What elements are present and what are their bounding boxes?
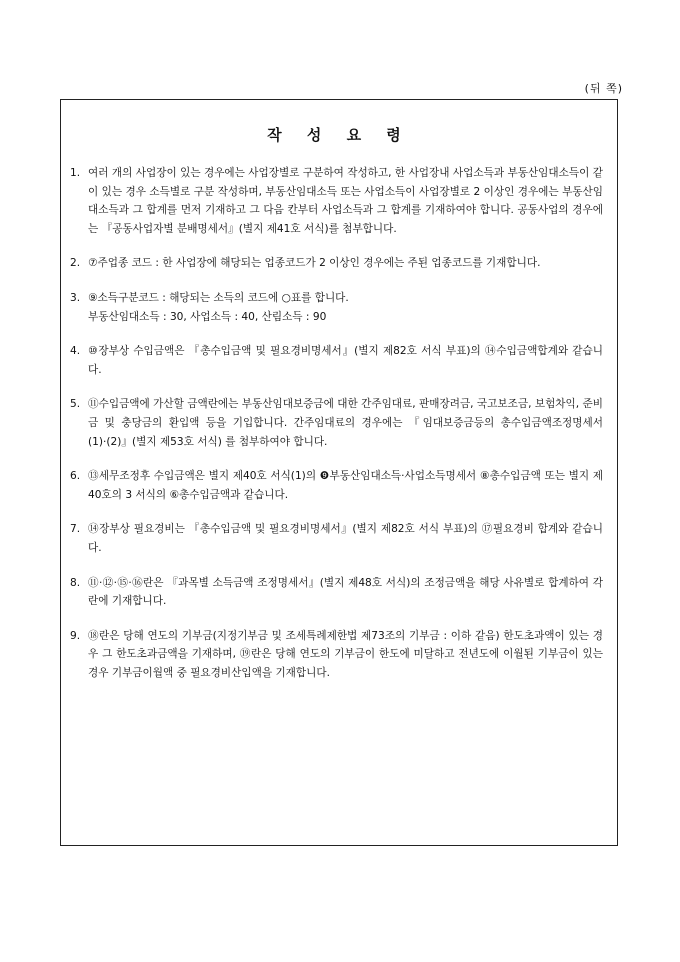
instruction-line: ⑭장부상 필요경비는 『총수입금액 및 필요경비명세서』(별지 제82호 서식 부표)의 ⑰필요경비 합계와 같습니다.: [88, 523, 603, 554]
instruction-line: ⑱란은 당해 연도의 기부금(지정기부금 및 조세특례제한법 제73조의 기부금 : 이하 같음) 한도초과액이 있는 경우 그 한도초과금액을 기재하며, ⑲란은 당해 연도의 기부금이 한도에 미달하고 전년도에 이월된 기부금이 있는 경우 기부금이월액 중 필요경비산입액을 기재합니다.: [88, 629, 603, 679]
instruction-text: [88, 254, 603, 273]
instruction-line: ⑨소득구분코드 : 해당되는 소득의 코드에 ○표를 합니다.: [88, 291, 349, 304]
instruction-item-4: [70, 342, 603, 379]
instruction-item-5: [70, 395, 603, 451]
instruction-line: 여러 개의 사업장이 있는 경우에는 사업장별로 구분하여 작성하고, 한 사업장내 사업소득과 부동산임대소득이 같이 있는 경우 소득별로 구분 작성하며, 부동산임대소득 또는 사업소득이 사업장별로 2 이상인 경우에는 부동산임대소득과 그 합계를 먼저 기재하고 그 다음 칸부터 사업소득과 그 합계를 기재하여야 합니다. 공동사업의 경우에는 『공동사업자별 분배명세서』(별지 제41호 서식)를 첨부합니다.: [88, 167, 603, 235]
instruction-number: 8.: [70, 576, 81, 589]
instruction-text: [88, 342, 603, 379]
instruction-list: [70, 164, 603, 698]
instruction-line: ⑪·⑫·⑮·⑯란은 『과목별 소득금액 조정명세서』(별지 제48호 서식)의 조정금액을 해당 사유별로 합계하여 각 란에 기재합니다.: [88, 576, 603, 608]
instruction-item-1: [70, 164, 603, 238]
page-side-marker: (뒤 쪽): [584, 82, 623, 95]
page-title: 작 성 요 령: [267, 126, 411, 144]
instruction-number: 3.: [70, 291, 81, 304]
instruction-text: [88, 520, 603, 557]
instruction-line: 부동산임대소득 : 30, 사업소득 : 40, 산림소득 : 90: [88, 310, 327, 323]
instruction-number: 4.: [70, 345, 81, 358]
instruction-text: [88, 467, 603, 504]
instruction-text: [88, 289, 603, 326]
instruction-item-9: [70, 627, 603, 683]
instruction-item-7: [70, 520, 603, 557]
instruction-item-3: [70, 289, 603, 326]
instruction-text: [88, 164, 603, 238]
instruction-line: ⑪수입금액에 가산할 금액란에는 부동산임대보증금에 대한 간주임대료, 판매장려금, 국고보조금, 보험차익, 준비금 및 충당금의 환입액 등을 기입합니다. 간주임대료의 경우에는 『임대보증금등의 총수입금액조정명세서(1)·(2)』(별지 제53호 서식) 를 첨부하여야 합니다.: [88, 398, 603, 448]
instruction-number: 1.: [70, 167, 81, 179]
instructions-frame: [60, 99, 618, 846]
instruction-line: ⑦주업종 코드 : 한 사업장에 해당되는 업종코드가 2 이상인 경우에는 주된 업종코드를 기재합니다.: [88, 257, 541, 270]
instruction-text: [88, 627, 603, 683]
instruction-text: [88, 574, 603, 611]
instruction-number: 5.: [70, 398, 81, 411]
instruction-number: 2.: [70, 257, 81, 270]
instruction-item-6: [70, 467, 603, 504]
instruction-item-8: [70, 574, 603, 611]
instruction-number: 6.: [70, 470, 81, 483]
instruction-number: 9.: [70, 629, 81, 642]
instruction-text: [88, 395, 603, 451]
instruction-line: ⑩장부상 수입금액은 『총수입금액 및 필요경비명세서』(별지 제82호 서식 부표)의 ⑭수입금액합계와 같습니다.: [88, 345, 603, 376]
instruction-line: ⑬세무조정후 수입금액은 별지 제40호 서식(1)의 ❾부동산임대소득·사업소득명세서 ⑧총수입금액 또는 별지 제40호의 3 서식의 ⑥총수입금액과 같습니다.: [88, 470, 603, 501]
instruction-item-2: [70, 254, 603, 273]
instruction-number: 7.: [70, 523, 81, 536]
